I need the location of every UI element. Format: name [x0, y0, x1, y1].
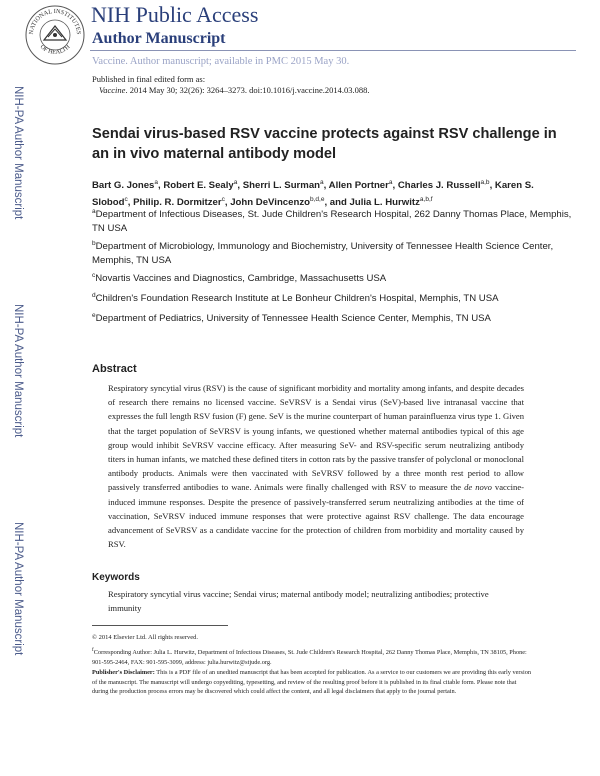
affiliation-text: Novartis Vaccines and Diagnostics, Cambridge, Massachusetts USA [95, 273, 387, 285]
affiliation-c [92, 269, 572, 286]
affiliation-marker: c [92, 272, 96, 279]
author-affiliation-marker: a [320, 179, 324, 186]
sidebar-label-3: NIH-PA Author Manuscript [12, 522, 24, 656]
footnote-divider [92, 625, 228, 626]
affiliation-b [92, 237, 572, 268]
corresponding-marker: f [92, 647, 94, 653]
availability-note: Vaccine. Author manuscript; available in PMC 2015 May 30. [92, 56, 350, 67]
author-affiliation-marker: a,b [480, 179, 490, 186]
affiliation-d [92, 289, 572, 306]
affiliation-text: Children's Foundation Research Institute at Le Bonheur Children's Hospital, Memphis, TN USA [95, 293, 499, 305]
disclaimer-text: This is a PDF file of an unedited manuscript that has been accepted for publication. As a service to our customers we are providing this early version of the manuscript. The manuscript will undergo copyediting, typesetting, and review of the resulting proof before it is published in its final citable form. Please note that during the production process errors may be discovered which could affect the content, and all legal disclaimers that apply to the journal pertain. [92, 669, 531, 695]
keywords-list: Respiratory syncytial virus vaccine; Sendai virus; maternal antibody model; neutralizing antibodies; protective immunity [108, 589, 489, 613]
author-name: Julia L. Hurwitz [349, 197, 420, 209]
author-affiliation-marker: a,b,f [419, 196, 433, 204]
svg-text:NATIONAL INSTITUTES [28, 8, 82, 35]
publisher-disclaimer [92, 668, 534, 697]
nih-seal-logo [24, 4, 86, 66]
author-separator: , [489, 180, 495, 192]
author-affiliation-marker: b,d,e [310, 196, 325, 204]
affiliation-text: Department of Pediatrics, University of Tennessee Health Science Center, Memphis, TN USA [95, 313, 491, 325]
corresponding-author-note [92, 646, 534, 667]
author-name: Bart G. Jones [92, 180, 155, 192]
journal-name: Vaccine [99, 85, 126, 95]
author-separator: , [323, 180, 329, 192]
header-title: NIH Public Access [91, 2, 259, 27]
affiliation-text: Department of Infectious Diseases, St. Jude Children's Research Hospital, 262 Danny Thomas Place, Memphis, TN USA [92, 209, 572, 235]
author-name: Robert E. Sealy [163, 180, 234, 192]
abstract-body [108, 381, 524, 551]
author-separator: , [237, 180, 243, 192]
author-separator: , and [324, 197, 350, 209]
author-name: Sherri L. Surman [242, 180, 321, 192]
author-affiliation-marker: a [233, 179, 238, 186]
author-name: Philip. R. Dormitzer [133, 197, 222, 209]
seal-bottom-text: OF HEALTH [38, 43, 72, 56]
author-name: Karen S. Slobod [92, 180, 534, 209]
corresponding-text: Corresponding Author: Julia L. Hurwitz, Department of Infectious Diseases, St. Jude Children's Research Hospital, 262 Danny Thomas Place, Memphis, TN 38105, Phone: 901-595-2464, FAX: 901-595-3099, address: julia.hurwitz@stjude.org. [92, 649, 527, 666]
copyright-notice: © 2014 Elsevier Ltd. All rights reserved. [92, 634, 199, 641]
header-divider [90, 50, 576, 51]
affiliation-marker: e [92, 312, 96, 319]
author-name: John DeVincenzo [230, 197, 310, 209]
affiliation-text: Department of Microbiology, Immunology and Biochemistry, University of Tennessee Health Science Center, Memphis, TN USA [92, 241, 554, 267]
abstract-italic: de novo [464, 482, 492, 493]
affiliation-a [92, 205, 572, 236]
author-separator: , [224, 197, 231, 209]
seal-top-text: NATIONAL INSTITUTES [27, 7, 83, 35]
author-separator: , [158, 180, 164, 192]
author-separator: , [127, 197, 134, 209]
author-affiliation-marker: c [124, 196, 128, 204]
abstract-heading: Abstract [92, 363, 137, 375]
author-affiliation-marker: a [388, 179, 393, 186]
author-name: Allen Portner [328, 180, 389, 192]
author-separator: , [392, 180, 398, 192]
article-title: Sendai virus-based RSV vaccine protects against RSV challenge in an in vivo maternal antibody model [92, 126, 557, 162]
published-label: Published in final edited form as: [92, 74, 206, 84]
keywords-heading: Keywords [92, 572, 140, 583]
abstract-text-1: Respiratory syncytial virus (RSV) is the cause of significant morbidity and mortality among infants, and despite decades of research there remains no licensed vaccine. SeVRSV is a Sendai virus (SeV)-based live intranasal vaccine that expresses the full length RSV fusion (F) gene. SeV is the murine counterpart of human parainfluenza virus type 1. Given that the target population of SeVRSV is young infants, we questioned whether maternal antibodies typical of this age group would inhibit SeVRSV vaccine efficacy. After measuring SeV- and RSV-specific serum neutralizing antibody titers in human infants, we matched these defined titers in cotton rats by the passive transfer of polyclonal or monoclonal antibody products. Animals were then vaccinated with SeVRSV followed by a three month rest period to allow passively transferred antibodies to wane. Animals were finally challenged with RSV to measure the [108, 383, 524, 493]
author-affiliation-marker: a [154, 179, 159, 186]
affiliation-marker: d [92, 292, 96, 299]
citation-details: . 2014 May 30; 32(26): 3264–3273. doi:10.1016/j.vaccine.2014.03.088. [125, 85, 370, 95]
affiliation-marker: a [92, 208, 96, 215]
svg-text:OF HEALTH [39, 43, 72, 56]
author-affiliation-marker: c [221, 196, 225, 204]
affiliation-marker: b [92, 240, 96, 247]
disclaimer-label: Publisher's Disclaimer: [92, 669, 155, 676]
author-name: Charles J. Russell [397, 180, 481, 192]
affiliation-e [92, 309, 572, 326]
header-subtitle: Author Manuscript [92, 30, 226, 47]
citation [99, 85, 370, 95]
sidebar-label-1: NIH-PA Author Manuscript [12, 86, 24, 220]
abstract-text-2: vaccine-induced immune responses. Despite the presence of passively-transferred serum neutralizing antibodies at the time of vaccination, SeVRSV induced immune responses that were protective against RSV challenge. The data encourage advancement of SeVRSV as a candidate vaccine for the protection of children from morbidity and mortality caused by RSV. [108, 482, 525, 550]
sidebar-label-2: NIH-PA Author Manuscript [12, 304, 24, 438]
